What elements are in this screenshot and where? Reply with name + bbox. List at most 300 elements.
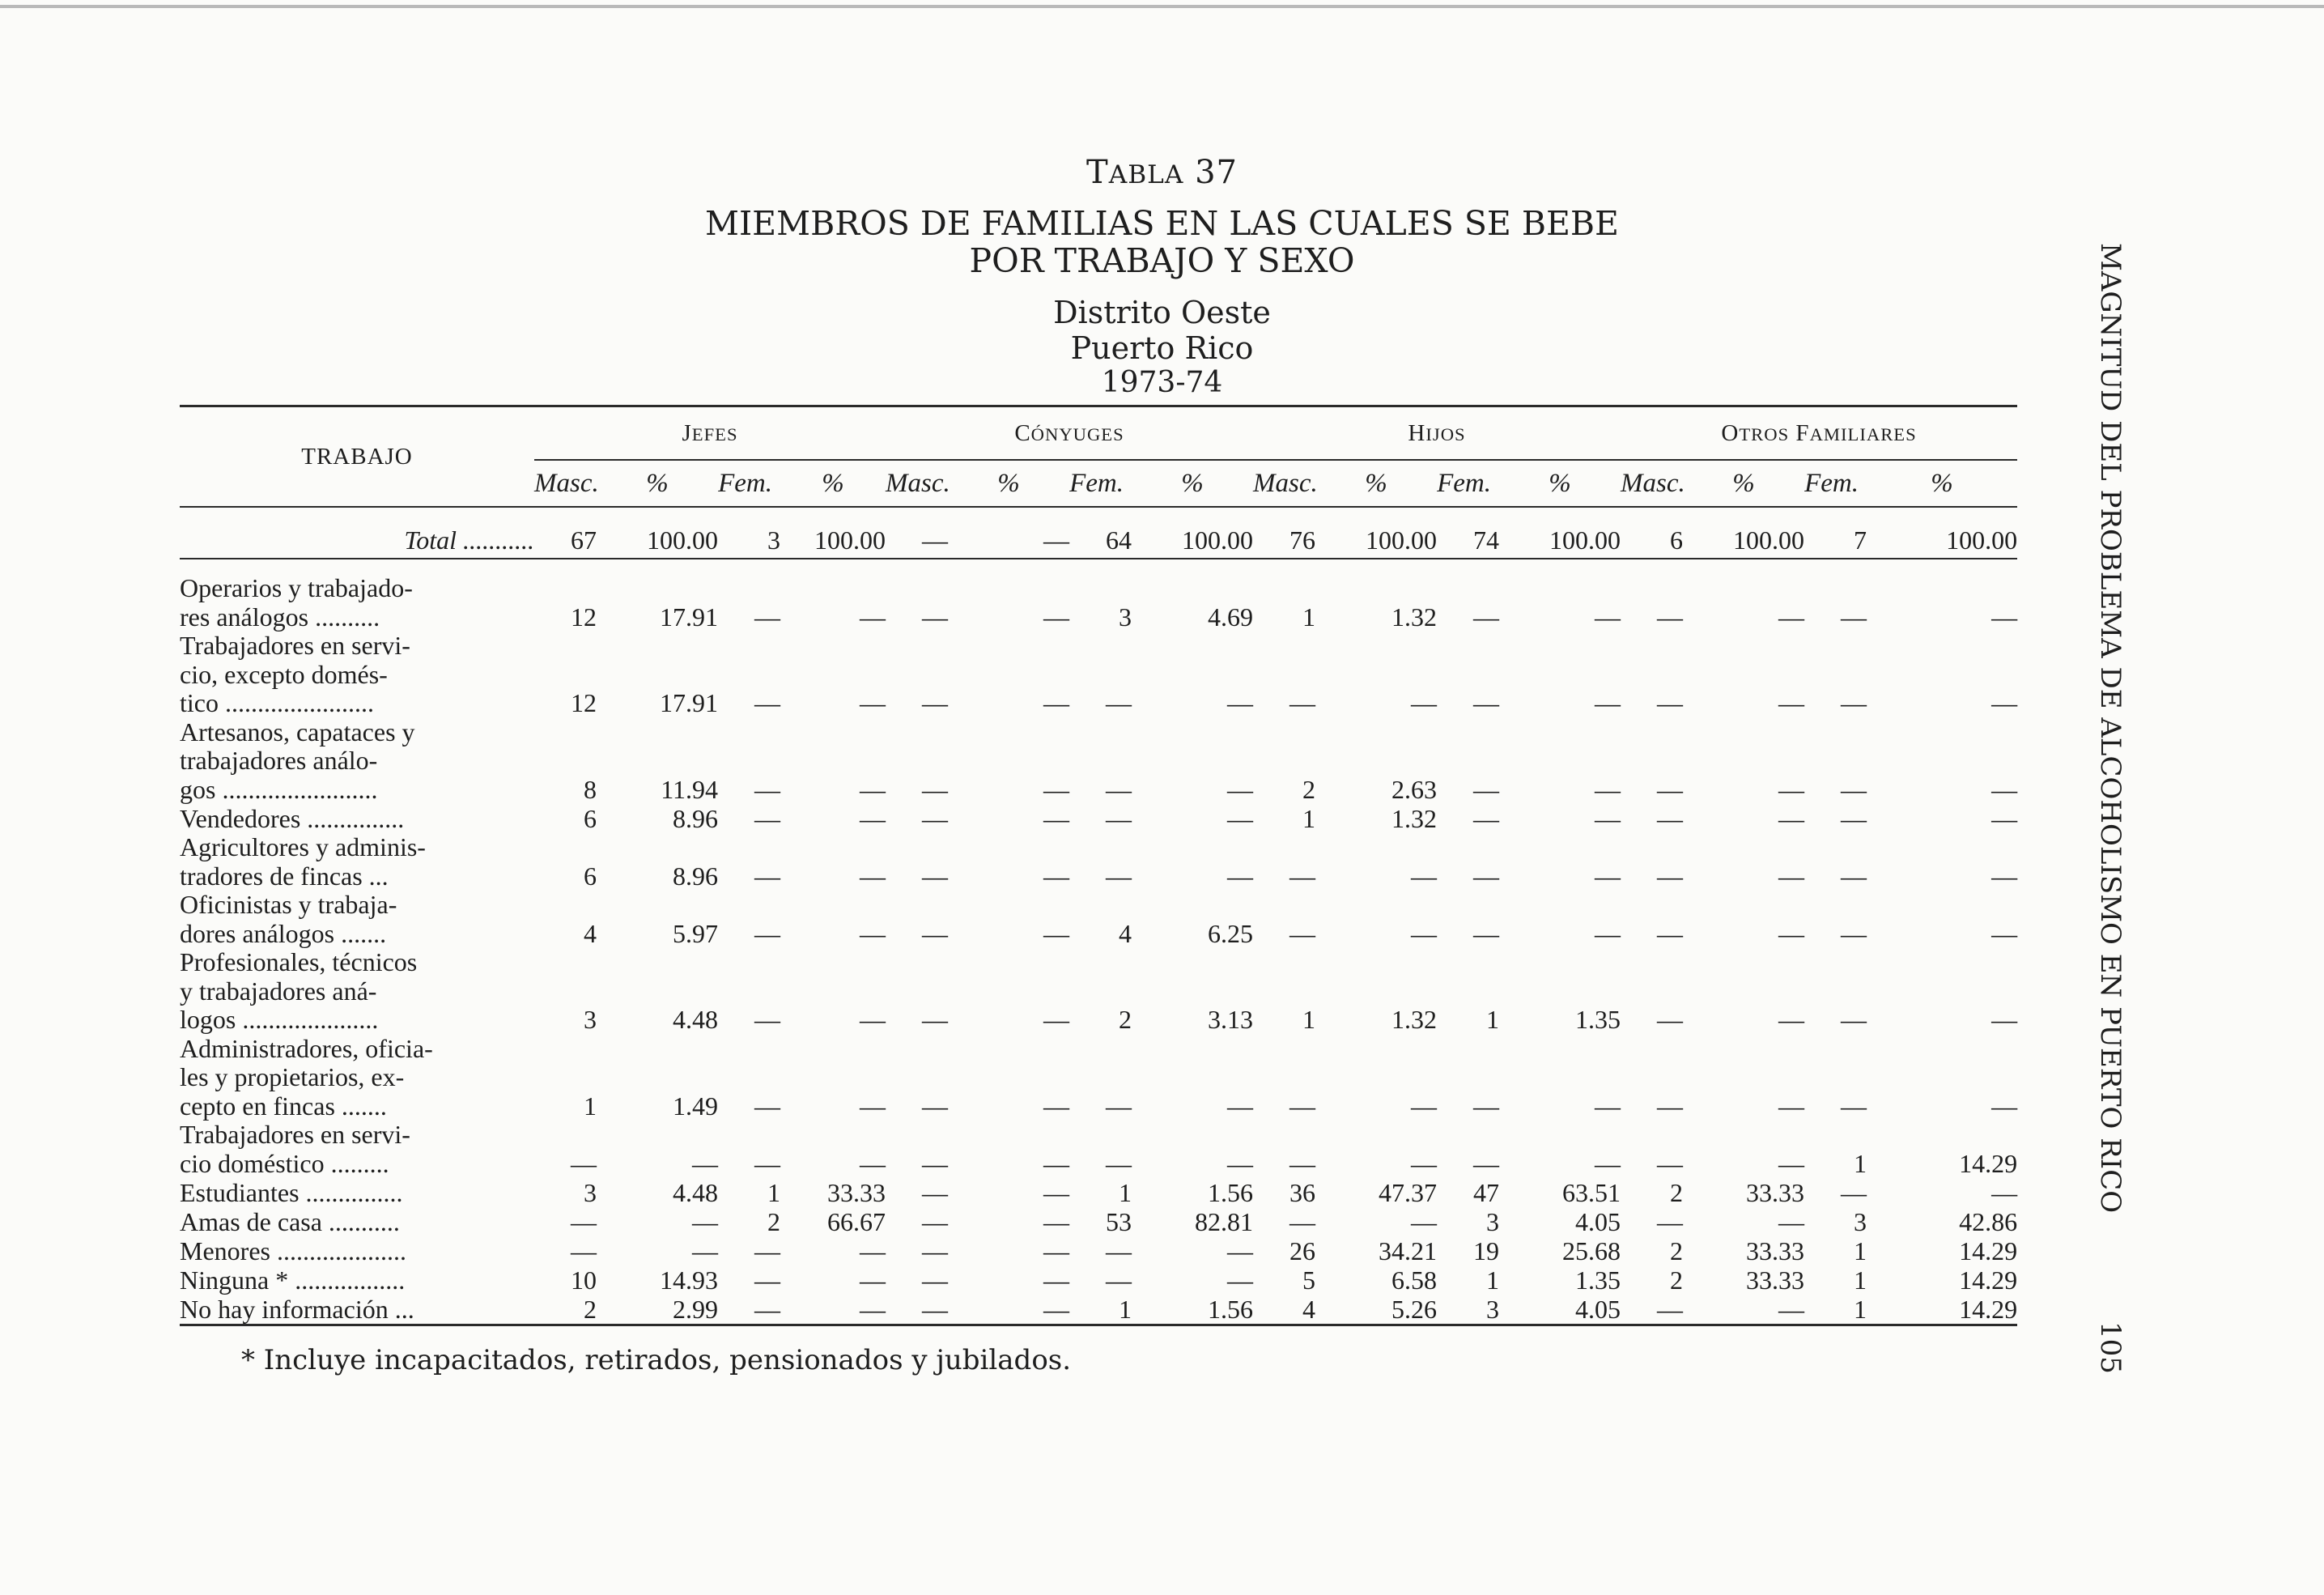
percent-cell: 1.35 xyxy=(1575,1005,1621,1034)
count-cell: — xyxy=(1473,1148,1500,1178)
count-cell: 26 xyxy=(1289,1236,1316,1265)
percent-cell: — xyxy=(1043,861,1070,891)
table-title-line-2: POR TRABAJO Y SEXO xyxy=(969,241,1355,280)
percent-cell: 1.32 xyxy=(1391,803,1438,833)
count-cell: — xyxy=(1106,803,1132,833)
count-cell: 2 xyxy=(1670,1265,1684,1295)
percent-cell: 66.67 xyxy=(827,1206,886,1236)
percent-cell: — xyxy=(1411,1206,1438,1236)
subheader-percent: % xyxy=(1315,460,1437,507)
percent-cell: — xyxy=(860,918,886,948)
percent-cell: — xyxy=(1043,1005,1070,1034)
row-label-line: Profesionales, técnicos xyxy=(180,947,418,976)
count-cell: — xyxy=(1657,688,1684,717)
count-cell: — xyxy=(1657,1206,1684,1236)
count-cell: — xyxy=(922,602,949,632)
total-cell: 76 xyxy=(1253,522,1315,559)
count-cell: — xyxy=(754,1265,780,1295)
percent-cell: — xyxy=(1227,774,1254,804)
percent-cell: — xyxy=(1043,1265,1070,1295)
table-number xyxy=(0,154,2324,191)
count-cell: — xyxy=(1657,1091,1684,1121)
count-cell: — xyxy=(1106,1148,1132,1178)
percent-cell: 82.81 xyxy=(1195,1206,1254,1236)
count-cell: 3 xyxy=(584,1005,597,1034)
row-label-line: gos ........................ xyxy=(180,774,378,804)
count-cell: — xyxy=(1473,861,1500,891)
percent-cell: 25.68 xyxy=(1562,1236,1621,1265)
percent-cell: — xyxy=(1778,1005,1805,1034)
row-label-line: Agricultores y adminis- xyxy=(180,832,426,861)
count-cell: 1 xyxy=(1119,1177,1132,1207)
percent-cell: — xyxy=(1595,861,1621,891)
count-cell: — xyxy=(754,1091,780,1121)
count-cell: — xyxy=(571,1236,597,1265)
percent-cell: — xyxy=(1991,602,2018,632)
total-cell: 74 xyxy=(1437,522,1499,559)
percent-cell: — xyxy=(1778,1148,1805,1178)
percent-cell: 17.91 xyxy=(660,602,718,632)
subheader-count: Fem. xyxy=(1437,460,1499,507)
row-label xyxy=(180,1295,534,1325)
count-cell: — xyxy=(1106,774,1132,804)
region-line-2: Puerto Rico xyxy=(1070,330,1254,366)
count-cell: — xyxy=(754,861,780,891)
total-cell: 3 xyxy=(718,522,780,559)
percent-cell: 2.99 xyxy=(597,1295,718,1325)
count-cell: — xyxy=(1841,602,1867,632)
percent-cell: 5.26 xyxy=(1315,1295,1437,1325)
percent-cell: 1.56 xyxy=(1208,1177,1254,1207)
row-label xyxy=(180,804,534,833)
row-label xyxy=(180,1121,534,1178)
percent-cell: 14.29 xyxy=(1959,1236,2018,1265)
count-cell: 1 xyxy=(1486,1265,1500,1295)
percent-cell: — xyxy=(860,1236,886,1265)
total-cell: 100.00 xyxy=(1867,522,2017,559)
table-row xyxy=(180,1207,2017,1236)
count-cell: 4 xyxy=(584,918,597,948)
row-label-line: res análogos .......... xyxy=(180,602,380,632)
percent-cell: 4.48 xyxy=(673,1005,718,1034)
row-label xyxy=(180,632,534,718)
percent-cell: 33.33 xyxy=(1746,1265,1805,1295)
count-cell: — xyxy=(922,1177,949,1207)
percent-cell: — xyxy=(1227,1148,1254,1178)
percent-cell: — xyxy=(1227,1236,1254,1265)
subheader-percent: % xyxy=(1132,460,1253,507)
row-label-line: No hay información ... xyxy=(180,1294,414,1324)
count-cell: — xyxy=(1106,861,1132,891)
percent-cell: — xyxy=(860,688,886,717)
count-cell: — xyxy=(1841,918,1867,948)
percent-cell: — xyxy=(1778,1091,1805,1121)
count-cell: — xyxy=(754,602,780,632)
count-cell: — xyxy=(754,918,780,948)
count-cell: — xyxy=(922,1148,949,1178)
total-cell: 100.00 xyxy=(1132,522,1253,559)
percent-cell: — xyxy=(1683,1295,1804,1325)
percent-cell: — xyxy=(1043,803,1070,833)
row-label xyxy=(180,1035,534,1121)
percent-cell: 6.58 xyxy=(1391,1265,1438,1295)
footnote: * Incluye incapacitados, retirados, pensionados y jubilados. xyxy=(241,1344,1072,1376)
percent-cell: — xyxy=(860,1148,886,1178)
count-cell: 8 xyxy=(584,774,597,804)
percent-cell: — xyxy=(1778,918,1805,948)
subheader-percent: % xyxy=(1499,460,1621,507)
table-number-rest: ABLA xyxy=(1108,160,1184,189)
count-cell: 2 xyxy=(767,1206,780,1236)
row-label-line: Vendedores ............... xyxy=(180,803,405,833)
row-label-line: Trabajadores en servi- xyxy=(180,1120,410,1149)
percent-cell: 33.33 xyxy=(1746,1177,1805,1207)
count-cell: 1 xyxy=(1804,1295,1867,1325)
percent-cell: — xyxy=(1991,1005,2018,1034)
total-cell: 100.00 xyxy=(780,522,886,559)
count-cell: — xyxy=(1841,688,1867,717)
row-label-line: Menores .................... xyxy=(180,1236,406,1265)
percent-cell: — xyxy=(1043,602,1070,632)
table-row xyxy=(180,948,2017,1035)
top-edge-line xyxy=(0,5,2324,8)
row-label-line: les y propietarios, ex- xyxy=(180,1062,405,1091)
count-cell: — xyxy=(886,1295,948,1325)
count-cell: — xyxy=(1473,918,1500,948)
count-cell: 1 xyxy=(1302,602,1316,632)
count-cell: 1 xyxy=(1854,1148,1867,1178)
percent-cell: 33.33 xyxy=(1746,1236,1805,1265)
count-cell: — xyxy=(754,774,780,804)
count-cell: — xyxy=(1657,774,1684,804)
count-cell: 1 xyxy=(1854,1236,1867,1265)
row-label-line: Artesanos, capataces y xyxy=(180,717,415,746)
percent-cell: — xyxy=(1595,803,1621,833)
percent-cell: 5.97 xyxy=(673,918,718,948)
count-cell: — xyxy=(1657,602,1684,632)
percent-cell: — xyxy=(1778,602,1805,632)
subheader-percent: % xyxy=(780,460,886,507)
percent-cell: — xyxy=(1043,774,1070,804)
total-cell: 100.00 xyxy=(597,522,718,559)
count-cell: 12 xyxy=(571,688,597,717)
percent-cell: — xyxy=(1043,1091,1070,1121)
subheader-percent: % xyxy=(1867,460,2017,507)
percent-cell: — xyxy=(1595,602,1621,632)
count-cell: — xyxy=(571,1206,597,1236)
percent-cell: — xyxy=(1043,1177,1070,1207)
running-head: MAGNITUD DEL PROBLEMA DE ALCOHOLISMO EN PUERTO RICO xyxy=(2094,243,2126,1214)
count-cell: — xyxy=(1289,688,1316,717)
row-label-line: Oficinistas y trabaja- xyxy=(180,890,397,919)
percent-cell: 42.86 xyxy=(1959,1206,2018,1236)
percent-cell: — xyxy=(860,602,886,632)
count-cell: — xyxy=(1289,918,1316,948)
percent-cell: 14.29 xyxy=(1867,1295,2017,1325)
count-cell: 2 xyxy=(1670,1236,1684,1265)
subheader-percent: % xyxy=(597,460,718,507)
percent-cell: — xyxy=(1595,918,1621,948)
percent-cell: — xyxy=(1778,774,1805,804)
percent-cell: 6.25 xyxy=(1208,918,1254,948)
percent-cell: — xyxy=(692,1148,718,1178)
subheader-count: Masc. xyxy=(1253,460,1315,507)
count-cell: 12 xyxy=(571,602,597,632)
count-cell: — xyxy=(1106,1265,1132,1295)
percent-cell: — xyxy=(780,1295,886,1325)
count-cell: — xyxy=(754,1005,780,1034)
row-label xyxy=(180,948,534,1035)
count-cell: — xyxy=(1473,774,1500,804)
count-cell: — xyxy=(922,1206,949,1236)
count-cell: 1 xyxy=(1069,1295,1132,1325)
percent-cell: 8.96 xyxy=(673,861,718,891)
count-cell: 4 xyxy=(1119,918,1132,948)
percent-cell: 4.05 xyxy=(1575,1206,1621,1236)
table-row xyxy=(180,632,2017,718)
total-cell: 6 xyxy=(1621,522,1683,559)
region-line-1: Distrito Oeste xyxy=(1053,295,1271,330)
group-header-label: JEFES xyxy=(682,419,738,446)
count-cell: 1 xyxy=(1302,1005,1316,1034)
page-number: 105 xyxy=(2094,1321,2126,1374)
table-row xyxy=(180,1121,2017,1178)
percent-cell: — xyxy=(1991,861,2018,891)
count-cell: 53 xyxy=(1106,1206,1132,1236)
count-cell: 1 xyxy=(1854,1265,1867,1295)
percent-cell: — xyxy=(1411,688,1438,717)
year-range: 1973-74 xyxy=(1101,366,1223,399)
percent-cell: — xyxy=(1043,1236,1070,1265)
group-header-conyuges xyxy=(886,406,1253,461)
subheader-percent: % xyxy=(1683,460,1804,507)
percent-cell: — xyxy=(1043,1206,1070,1236)
subheader-count: Fem. xyxy=(718,460,780,507)
count-cell: — xyxy=(1289,1091,1316,1121)
total-cell: 64 xyxy=(1069,522,1132,559)
count-cell: — xyxy=(1841,1091,1867,1121)
percent-cell: 4.48 xyxy=(673,1177,718,1207)
group-header-jefes xyxy=(534,406,886,461)
count-cell: — xyxy=(1841,774,1867,804)
percent-cell: — xyxy=(1043,1148,1070,1178)
percent-cell: 47.37 xyxy=(1379,1177,1438,1207)
count-cell: — xyxy=(1289,861,1316,891)
count-cell: — xyxy=(922,1236,949,1265)
count-cell: 3 xyxy=(1486,1206,1500,1236)
row-label xyxy=(180,1207,534,1236)
row-label-line: tico ....................... xyxy=(180,688,374,717)
count-cell: — xyxy=(922,1005,949,1034)
percent-cell: — xyxy=(1595,688,1621,717)
count-cell: — xyxy=(1657,918,1684,948)
row-label-line: cepto en fincas ....... xyxy=(180,1091,387,1121)
count-cell: 3 xyxy=(584,1177,597,1207)
group-header-hijos xyxy=(1253,406,1621,461)
total-cell: — xyxy=(948,522,1069,559)
percent-cell: — xyxy=(1991,1091,2018,1121)
total-cell: — xyxy=(886,522,948,559)
percent-cell: 1.35 xyxy=(1575,1265,1621,1295)
count-cell: — xyxy=(922,688,949,717)
group-header-row xyxy=(180,406,2017,461)
subheader-count: Masc. xyxy=(534,460,597,507)
count-cell: — xyxy=(1657,1148,1684,1178)
count-cell: — xyxy=(1473,602,1500,632)
percent-cell: — xyxy=(1227,1091,1254,1121)
count-cell: — xyxy=(922,774,949,804)
count-cell: — xyxy=(922,918,949,948)
count-cell: 19 xyxy=(1473,1236,1500,1265)
percent-cell: 4.69 xyxy=(1208,602,1254,632)
count-cell: 2 xyxy=(1119,1005,1132,1034)
row-label xyxy=(180,891,534,948)
percent-cell: — xyxy=(1991,774,2018,804)
row-label xyxy=(180,718,534,805)
percent-cell: — xyxy=(860,861,886,891)
percent-cell: 1.56 xyxy=(1132,1295,1253,1325)
count-cell: 47 xyxy=(1473,1177,1500,1207)
percent-cell: — xyxy=(1411,861,1438,891)
percent-cell: 8.96 xyxy=(673,803,718,833)
row-label-line: trabajadores análo- xyxy=(180,746,378,775)
table-row xyxy=(180,891,2017,948)
percent-cell: — xyxy=(1595,774,1621,804)
table-row xyxy=(180,718,2017,805)
count-cell: — xyxy=(922,861,949,891)
percent-cell: — xyxy=(1043,688,1070,717)
subheader-count: Masc. xyxy=(886,460,948,507)
percent-cell: — xyxy=(692,1206,718,1236)
count-cell: — xyxy=(754,688,780,717)
table-row xyxy=(180,1178,2017,1207)
count-cell: — xyxy=(922,1091,949,1121)
row-label xyxy=(180,1265,534,1295)
count-cell: 1 xyxy=(1302,803,1316,833)
row-label xyxy=(180,833,534,891)
percent-cell: — xyxy=(1991,918,2018,948)
percent-cell: 14.29 xyxy=(1959,1265,2018,1295)
table-row xyxy=(180,1265,2017,1295)
row-label xyxy=(180,574,534,632)
percent-cell: 17.91 xyxy=(660,688,718,717)
percent-cell: 34.21 xyxy=(1379,1236,1438,1265)
table-number-initial: T xyxy=(1086,154,1109,191)
count-cell: — xyxy=(571,1148,597,1178)
count-cell: — xyxy=(1289,1148,1316,1178)
total-cell: 67 xyxy=(534,522,597,559)
count-cell: 2 xyxy=(1670,1177,1684,1207)
count-cell: 3 xyxy=(1854,1206,1867,1236)
row-label-line: dores análogos ....... xyxy=(180,918,387,948)
row-label-line: logos ..................... xyxy=(180,1005,379,1034)
count-cell: — xyxy=(1106,688,1132,717)
count-cell: 2 xyxy=(1302,774,1316,804)
percent-cell: — xyxy=(1991,803,2018,833)
row-label-line: tradores de fincas ... xyxy=(180,861,389,891)
table-row xyxy=(180,804,2017,833)
subheader-count: Fem. xyxy=(1804,460,1867,507)
data-table xyxy=(180,405,2017,1326)
percent-cell: — xyxy=(1595,1091,1621,1121)
count-cell: — xyxy=(1106,1236,1132,1265)
count-cell: 3 xyxy=(1437,1295,1499,1325)
percent-cell: — xyxy=(860,1091,886,1121)
percent-cell: — xyxy=(1043,918,1070,948)
total-cell: 100.00 xyxy=(1499,522,1621,559)
count-cell: 4 xyxy=(1253,1295,1315,1325)
total-row xyxy=(180,522,2017,559)
percent-cell: — xyxy=(1778,803,1805,833)
group-header-otros xyxy=(1621,406,2017,461)
gap-row xyxy=(180,559,2017,574)
percent-cell: 3.13 xyxy=(1208,1005,1254,1034)
percent-cell: 1.49 xyxy=(673,1091,718,1121)
percent-cell: — xyxy=(860,1005,886,1034)
table-row xyxy=(180,1236,2017,1265)
percent-cell: 2.63 xyxy=(1391,774,1438,804)
total-cell: 7 xyxy=(1804,522,1867,559)
group-header-label: OTROS FAMILIARES xyxy=(1721,419,1917,446)
table-title-line-1: MIEMBROS DE FAMILIAS EN LAS CUALES SE BEBE xyxy=(705,204,1619,243)
percent-cell: 1.32 xyxy=(1391,1005,1438,1034)
table-row xyxy=(180,833,2017,891)
percent-cell: — xyxy=(1595,1148,1621,1178)
count-cell: — xyxy=(922,803,949,833)
count-cell: — xyxy=(754,803,780,833)
percent-cell: 14.93 xyxy=(660,1265,718,1295)
row-label xyxy=(180,1178,534,1207)
count-cell: — xyxy=(1289,1206,1316,1236)
percent-cell: 11.94 xyxy=(661,774,718,804)
group-header-label: HIJOS xyxy=(1408,419,1466,446)
percent-cell: 63.51 xyxy=(1562,1177,1621,1207)
count-cell: — xyxy=(1657,861,1684,891)
row-label-line: Estudiantes ............... xyxy=(180,1177,403,1207)
percent-cell: — xyxy=(692,1236,718,1265)
count-cell: — xyxy=(922,1265,949,1295)
count-cell: — xyxy=(1657,1005,1684,1034)
percent-cell: — xyxy=(1991,1177,2018,1207)
count-cell: 10 xyxy=(571,1265,597,1295)
subheader-count: Fem. xyxy=(1069,460,1132,507)
count-cell: — xyxy=(754,1236,780,1265)
total-cell: 100.00 xyxy=(1683,522,1804,559)
percent-cell: 33.33 xyxy=(827,1177,886,1207)
count-cell: 2 xyxy=(534,1295,597,1325)
percent-cell: — xyxy=(1227,1265,1254,1295)
row-label-line: Administradores, oficia- xyxy=(180,1033,433,1063)
count-cell: — xyxy=(1106,1091,1132,1121)
row-label-line: Ninguna * ................. xyxy=(180,1265,406,1295)
percent-cell: — xyxy=(1411,918,1438,948)
percent-cell: — xyxy=(1778,1206,1805,1236)
count-cell: 36 xyxy=(1289,1177,1316,1207)
row-label xyxy=(180,1236,534,1265)
count-cell: 1 xyxy=(584,1091,597,1121)
table-body xyxy=(180,507,2017,1325)
count-cell: 5 xyxy=(1302,1265,1316,1295)
row-label-line: cio, excepto domés- xyxy=(180,659,388,689)
row-label-line: Amas de casa ........... xyxy=(180,1206,400,1236)
row-label-line: Operarios y trabajado- xyxy=(180,573,413,602)
table-row xyxy=(180,574,2017,632)
percent-cell: — xyxy=(1227,803,1254,833)
percent-cell: 4.05 xyxy=(1499,1295,1621,1325)
count-cell: 1 xyxy=(767,1177,780,1207)
count-cell: — xyxy=(1841,803,1867,833)
percent-cell: — xyxy=(1227,688,1254,717)
